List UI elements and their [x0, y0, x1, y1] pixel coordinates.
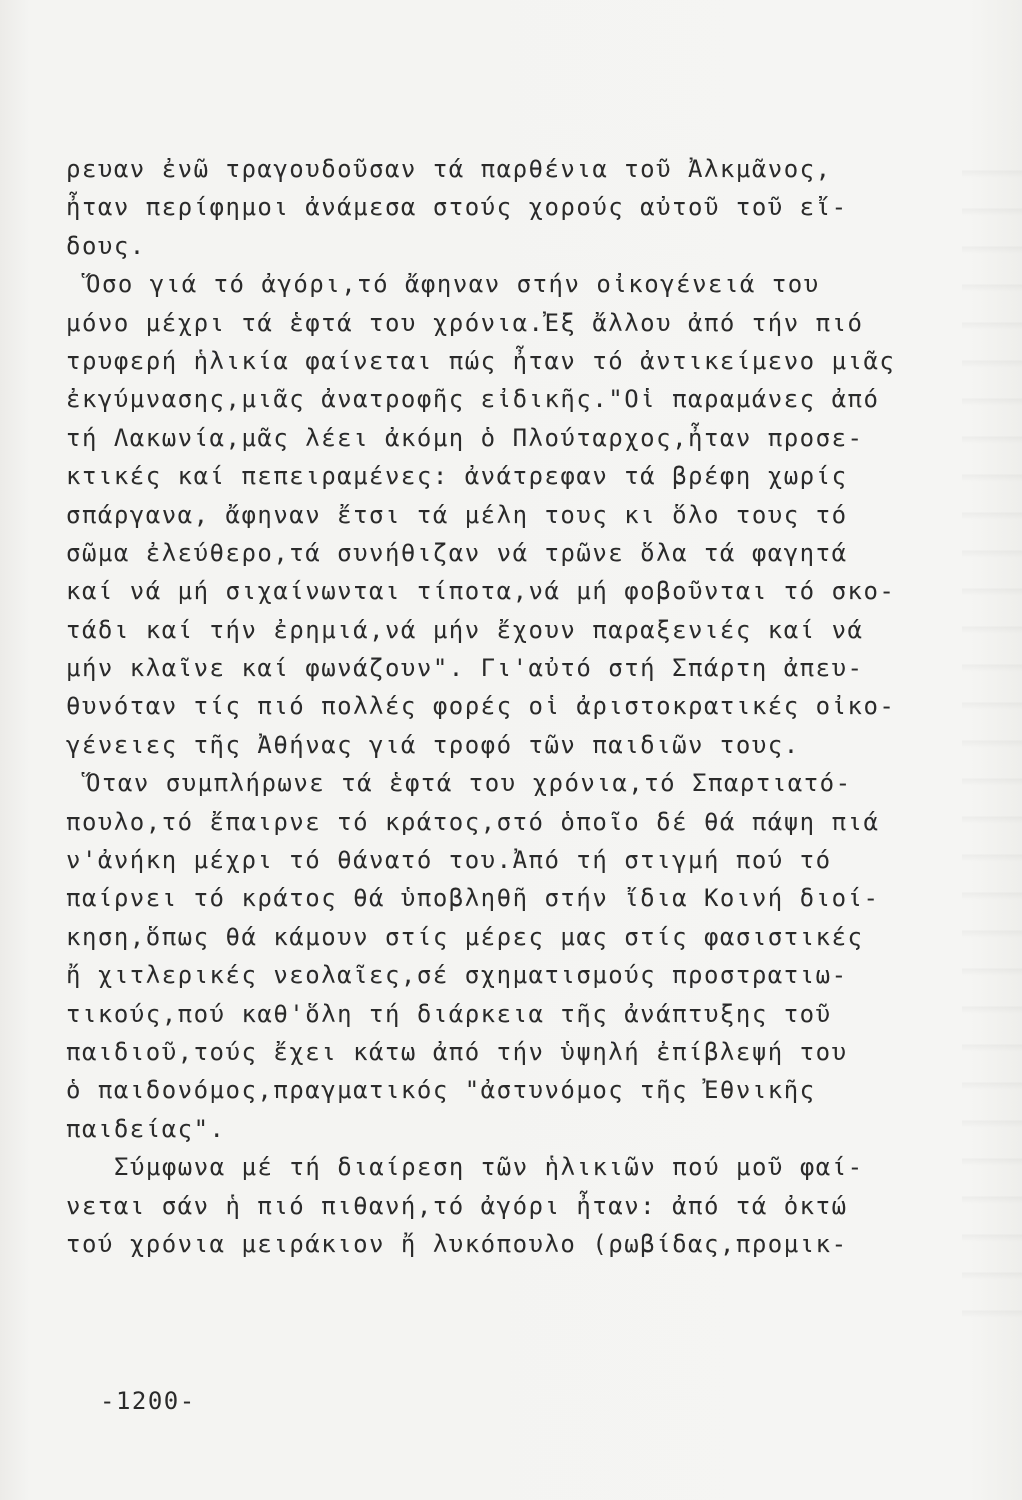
text-line: μήν κλαῖνε καί φωνάζουν". Γι'αὐτό στή Σπάρτη ἀπευ- — [66, 654, 864, 683]
text-line: ρευαν ἐνῶ τραγουδοῦσαν τά παρθένια τοῦ Ἀλκμᾶνος, — [66, 155, 832, 183]
text-line: παιδείας". — [66, 1114, 226, 1143]
text-line: καί νά μή σιχαίνωνται τίποτα,νά μή φοβοῦνται τό σκο- — [66, 577, 896, 606]
text-line: παιδιοῦ,τούς ἔχει κάτω ἀπό τήν ὑψηλή ἐπίβλεψή του — [66, 1037, 848, 1066]
text-line: τάδι καί τήν ἐρημιά,νά μήν ἔχουν παραξενιές καί νά — [66, 615, 864, 644]
text-line: τού χρόνια μειράκιον ἤ λυκόπουλο (ρωβίδας,προμικ- — [66, 1229, 848, 1258]
text-line: δους. — [66, 231, 146, 260]
text-line: ὁ παιδονόμος,πραγματικός "ἀστυνόμος τῆς Ἐθνικῆς — [66, 1076, 816, 1105]
text-line: ἤ χιτλερικές νεολαῖες,σέ σχηματισμούς προστρατιω- — [66, 961, 848, 990]
text-line: τή Λακωνία,μᾶς λέει ἀκόμη ὁ Πλούταρχος,ἦταν προσε- — [66, 423, 864, 452]
body-text — [66, 150, 946, 1263]
text-line: ἦταν περίφημοι ἀνάμεσα στούς χορούς αὐτοῦ τοῦ εἴ- — [66, 193, 848, 222]
text-line: κηση,ὅπως θά κάμουν στίς μέρες μας στίς φασιστικές — [66, 922, 864, 951]
text-line: σῶμα ἐλεύθερο,τά συνήθιζαν νά τρῶνε ὅλα τά φαγητά — [66, 538, 848, 567]
text-line: Ὅταν συμπλήρωνε τά ἑφτά του χρόνια,τό Σπαρτιατό- — [86, 769, 852, 798]
text-line: Ὅσο γιά τό ἀγόρι,τό ἄφηναν στήν οἰκογένειά του — [86, 270, 820, 299]
text-line: τικούς,πού καθ'ὅλη τή διάρκεια τῆς ἀνάπτυξης τοῦ — [66, 999, 832, 1028]
text-line: τρυφερή ἡλικία φαίνεται πώς ἦταν τό ἀντικείμενο μιᾶς — [66, 346, 896, 375]
bleed-through-shadow — [962, 140, 1022, 1340]
text-line: παίρνει τό κράτος θά ὑποβληθῆ στήν ἴδια Κοινή διοί- — [66, 884, 880, 913]
text-line: σπάργανα, ἄφηναν ἔτσι τά μέλη τους κι ὅλο τους τό — [66, 500, 848, 529]
text-line: κτικές καί πεπειραμένες: ἀνάτρεφαν τά βρέφη χωρίς — [66, 462, 848, 491]
text-line: γένειες τῆς Ἀθήνας γιά τροφό τῶν παιδιῶν τους. — [66, 730, 800, 759]
text-line: πουλο,τό ἔπαιρνε τό κράτος,στό ὁποῖο δέ θά πάψη πιά — [66, 807, 880, 836]
text-line: ν'ἀνήκη μέχρι τό θάνατό του.Ἀπό τή στιγμή πού τό — [66, 846, 832, 875]
text-line: ἐκγύμνασης,μιᾶς ἀνατροφῆς εἰδικῆς."Οἱ παραμάνες ἀπό — [66, 385, 880, 414]
page-number: -1200- — [100, 1387, 196, 1415]
text-line: νεται σάν ἡ πιό πιθανή,τό ἀγόρι ἦταν: ἀπό τά ὀκτώ — [66, 1191, 848, 1220]
text-line: μόνο μέχρι τά ἑφτά του χρόνια.Ἐξ ἄλλου ἀπό τήν πιό — [66, 308, 864, 337]
text-line: Σύμφωνα μέ τή διαίρεση τῶν ἡλικιῶν πού μοῦ φαί- — [114, 1153, 864, 1182]
text-line: θυνόταν τίς πιό πολλές φορές οἱ ἀριστοκρατικές οἰκο- — [66, 692, 896, 721]
